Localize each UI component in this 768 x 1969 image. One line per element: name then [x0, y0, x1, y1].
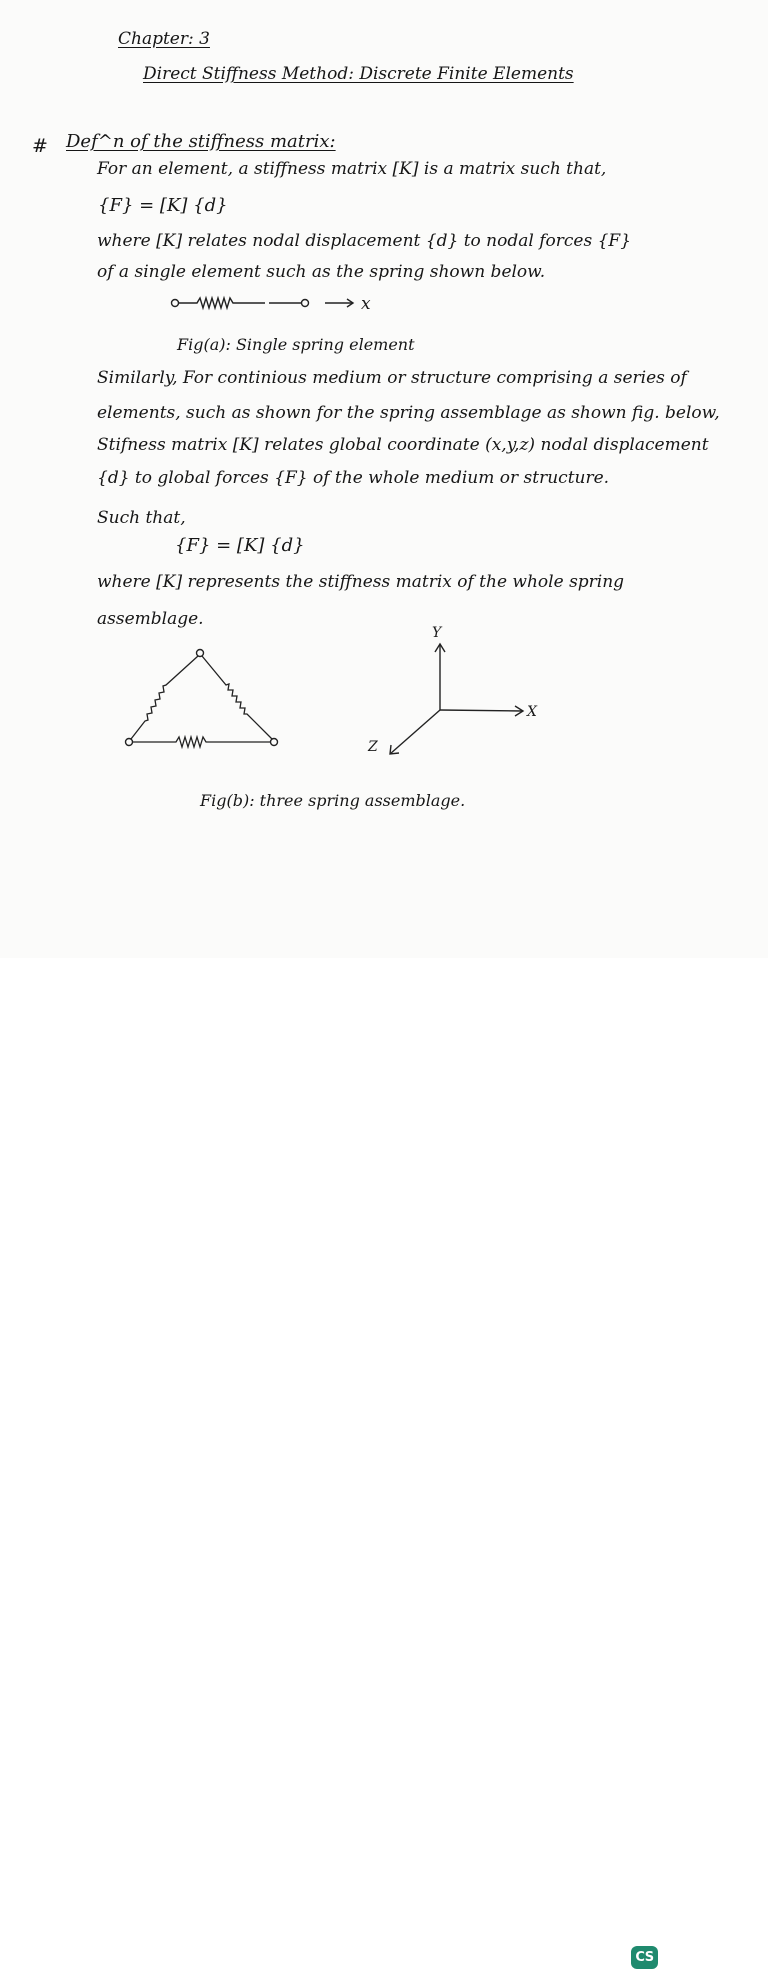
camscanner-logo: CS — [631, 1946, 658, 1969]
left-spring — [131, 656, 198, 739]
chapter-heading: Chapter: 3 — [118, 29, 210, 49]
paragraph2-line1: Similarly, For continious medium or structure comprising a series of — [97, 368, 687, 388]
bottom-left-node — [126, 739, 133, 746]
paragraph2-line5: Such that, — [97, 508, 186, 528]
x-axis-label: x — [361, 294, 371, 314]
top-node — [197, 650, 204, 657]
paragraph1-line1: For an element, a stiffness matrix [K] is a matrix such that, — [97, 159, 607, 179]
equation-1: {F} = [K] {d} — [98, 195, 228, 216]
x-axis-label-3d: X — [527, 704, 537, 720]
bottom-spring — [133, 737, 270, 747]
three-spring-assemblage — [118, 640, 288, 752]
y-axis-label: Y — [432, 625, 442, 641]
section-marker: # — [32, 135, 48, 157]
z-axis-label: Z — [368, 739, 378, 755]
bottom-right-node — [271, 739, 278, 746]
spring-node-left — [172, 300, 179, 307]
right-spring — [202, 656, 272, 739]
paragraph1-line3: of a single element such as the spring shown below. — [97, 262, 546, 282]
paragraph2-line3: Stifness matrix [K] relates global coordinate (x,y,z) nodal displacement — [97, 435, 709, 455]
notebook-page — [0, 0, 768, 958]
z-axis — [390, 710, 440, 754]
x-axis — [440, 710, 522, 711]
page-title: Direct Stiffness Method: Discrete Finite Elements — [143, 64, 574, 84]
paragraph2-line7: assemblage. — [97, 609, 204, 629]
paragraph2-line2: elements, such as shown for the spring assemblage as shown fig. below, — [97, 403, 720, 423]
figure-a-caption: Fig(a): Single spring element — [177, 335, 415, 354]
spring-element-a — [179, 298, 265, 308]
paragraph1-line2: where [K] relates nodal displacement {d} to nodal forces {F} — [97, 231, 632, 251]
section-title: Def^n of the stiffness matrix: — [66, 131, 336, 152]
paragraph2-line4: {d} to global forces {F} of the whole medium or structure. — [97, 468, 610, 488]
figure-b-caption: Fig(b): three spring assemblage. — [200, 791, 466, 810]
single-spring-figure — [165, 290, 395, 316]
paragraph2-line6: where [K] represents the stiffness matrix of the whole spring — [97, 572, 625, 592]
scanner-footer — [0, 958, 768, 1965]
coordinate-axes-figure — [360, 620, 560, 760]
equation-2: {F} = [K] {d} — [175, 535, 305, 556]
spring-node-right — [302, 300, 309, 307]
